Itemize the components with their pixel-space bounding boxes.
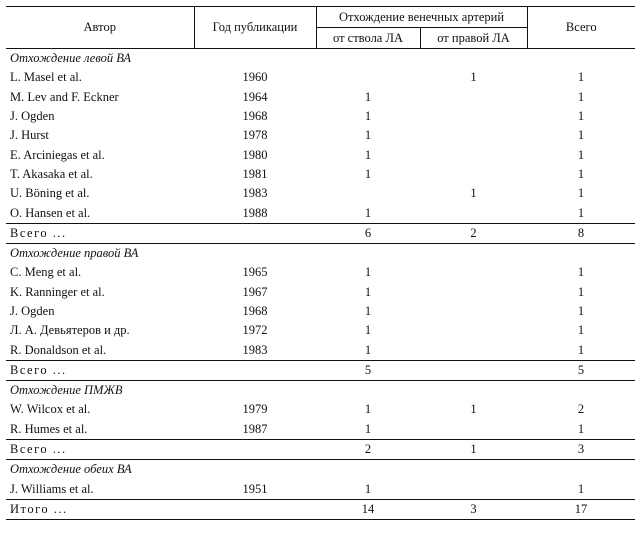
cell-from-right — [420, 203, 527, 223]
table-row — [6, 145, 635, 164]
cell-from-right — [420, 165, 527, 184]
cell-total: 1 — [577, 481, 585, 496]
cell-year: 1978 — [242, 128, 268, 143]
cell-total: 1 — [577, 147, 585, 162]
cell-year: 1964 — [242, 89, 268, 104]
cell-from-trunk — [316, 184, 420, 203]
header-year: Год публикации — [194, 7, 316, 49]
subtotal-label: Всего ... — [6, 360, 194, 380]
table-row — [6, 126, 635, 145]
table-row — [6, 420, 635, 440]
cell-year: 1968 — [242, 304, 268, 318]
cell-from-right — [420, 88, 527, 107]
table-row — [6, 107, 635, 126]
grand-total-trunk: 14 — [316, 499, 420, 519]
cell-author: L. Masel et al. — [10, 70, 82, 85]
cell-author: J. Williams et al. — [10, 481, 94, 496]
cell-year: 1980 — [242, 147, 268, 162]
section-header-row — [6, 381, 635, 401]
cell-total: 1 — [577, 304, 585, 318]
subtotal-trunk: 5 — [316, 360, 420, 380]
cell-author: M. Lev and F. Eckner — [10, 89, 119, 104]
header-author: Автор — [6, 7, 194, 49]
cell-author: J. Ogden — [10, 304, 55, 318]
cell-from-right — [420, 283, 527, 302]
section-title: Отхождение обеих ВА — [10, 462, 132, 477]
subtotal-empty — [194, 439, 316, 459]
cell-from-trunk: 1 — [364, 421, 372, 436]
cell-year: 1987 — [242, 421, 268, 436]
cell-from-trunk: 1 — [364, 109, 372, 124]
cell-author: O. Hansen et al. — [10, 205, 91, 220]
subtotal-row — [6, 439, 635, 459]
cell-year: 1988 — [242, 205, 268, 220]
cell-year: 1960 — [242, 70, 268, 85]
cell-from-trunk: 1 — [364, 323, 372, 338]
section-header-row — [6, 243, 635, 263]
cell-total: 1 — [577, 342, 585, 357]
cell-from-right — [420, 340, 527, 360]
cell-author: T. Akasaka et al. — [10, 166, 93, 181]
cell-year: 1967 — [242, 284, 268, 299]
subtotal-empty — [194, 223, 316, 243]
table-row — [6, 302, 635, 321]
table-row — [6, 184, 635, 203]
cell-from-right — [420, 321, 527, 340]
table-row — [6, 321, 635, 340]
cell-year: 1972 — [242, 323, 268, 338]
cell-from-trunk: 1 — [364, 481, 372, 496]
cell-total: 1 — [577, 265, 585, 280]
cell-year: 1983 — [242, 186, 268, 201]
cell-year: 1981 — [242, 166, 268, 181]
cell-from-trunk: 1 — [364, 342, 372, 357]
table-row — [6, 400, 635, 419]
cell-total: 1 — [577, 166, 585, 181]
cell-from-right — [420, 480, 527, 500]
cell-from-right — [420, 263, 527, 282]
cell-author: U. Böning et al. — [10, 186, 90, 201]
table-row — [6, 68, 635, 87]
table-row — [6, 340, 635, 360]
cell-total: 1 — [577, 128, 585, 143]
cell-author: E. Arciniegas et al. — [10, 147, 105, 162]
subtotal-total: 3 — [527, 439, 635, 459]
cell-from-trunk: 1 — [364, 205, 372, 220]
cell-year: 1965 — [242, 265, 268, 280]
cell-from-trunk: 1 — [364, 166, 372, 181]
cell-from-right: 1 — [470, 70, 477, 85]
cell-total: 1 — [577, 109, 585, 124]
subtotal-total: 8 — [527, 223, 635, 243]
cell-author: Л. А. Девьятеров и др. — [10, 323, 130, 338]
cell-total: 2 — [577, 402, 585, 417]
table-header — [6, 7, 635, 49]
cell-from-right: 1 — [470, 186, 477, 201]
cell-from-trunk: 1 — [364, 128, 372, 143]
cell-from-right: 1 — [470, 402, 477, 417]
cell-total: 1 — [577, 421, 585, 436]
cell-from-trunk: 1 — [364, 89, 372, 104]
cell-from-trunk: 1 — [364, 265, 372, 280]
grand-total-row — [6, 499, 635, 519]
cell-author: J. Hurst — [10, 128, 49, 143]
section-title: Отхождение правой ВА — [10, 246, 139, 261]
cell-total: 1 — [577, 70, 585, 85]
section-title: Отхождение левой ВА — [10, 51, 131, 66]
cell-from-right — [420, 302, 527, 321]
cell-from-right — [420, 145, 527, 164]
subtotal-label: Всего ... — [6, 439, 194, 459]
cell-from-trunk: 1 — [364, 304, 372, 318]
table-row — [6, 283, 635, 302]
cell-year: 1979 — [242, 402, 268, 417]
subtotal-row — [6, 223, 635, 243]
grand-total-right: 3 — [420, 499, 527, 519]
cell-author: J. Ogden — [10, 109, 55, 124]
cell-author: R. Donaldson et al. — [10, 342, 107, 357]
cell-total: 1 — [577, 284, 585, 299]
cell-from-trunk — [316, 68, 420, 87]
table-row — [6, 88, 635, 107]
subtotal-right: 1 — [420, 439, 527, 459]
subtotal-right: 2 — [420, 223, 527, 243]
header-total: Всего — [527, 7, 635, 49]
table-row — [6, 480, 635, 500]
subtotal-right — [420, 360, 527, 380]
header-from-right: от правой ЛА — [420, 28, 527, 49]
table-row — [6, 263, 635, 282]
section-header-row — [6, 49, 635, 69]
cell-author: C. Meng et al. — [10, 265, 82, 280]
cell-from-trunk: 1 — [364, 402, 372, 417]
grand-total-empty — [194, 499, 316, 519]
cell-from-trunk: 1 — [364, 284, 372, 299]
subtotal-trunk: 2 — [316, 439, 420, 459]
cell-total: 1 — [577, 323, 585, 338]
subtotal-row — [6, 360, 635, 380]
cell-year: 1951 — [242, 481, 268, 496]
cell-total: 1 — [577, 186, 585, 201]
data-table — [6, 6, 635, 520]
cell-from-right — [420, 420, 527, 440]
cell-total: 1 — [577, 205, 585, 220]
cell-from-right — [420, 107, 527, 126]
table-row — [6, 165, 635, 184]
cell-from-trunk: 1 — [364, 147, 372, 162]
grand-total-label: Итого ... — [6, 499, 194, 519]
subtotal-trunk: 6 — [316, 223, 420, 243]
header-from-trunk: от ствола ЛА — [316, 28, 420, 49]
header-origin: Отхождение венечных артерий — [316, 7, 527, 28]
grand-total-total: 17 — [527, 499, 635, 519]
cell-year: 1968 — [242, 109, 268, 124]
cell-author: K. Ranninger et al. — [10, 284, 105, 299]
section-header-row — [6, 460, 635, 480]
section-title: Отхождение ПМЖВ — [10, 383, 123, 398]
table-body — [6, 49, 635, 520]
cell-author: W. Wilcox et al. — [10, 402, 91, 417]
table-row — [6, 203, 635, 223]
subtotal-label: Всего ... — [6, 223, 194, 243]
subtotal-total: 5 — [527, 360, 635, 380]
subtotal-empty — [194, 360, 316, 380]
cell-year: 1983 — [242, 342, 268, 357]
cell-author: R. Humes et al. — [10, 421, 88, 436]
cell-from-right — [420, 126, 527, 145]
cell-total: 1 — [577, 89, 585, 104]
